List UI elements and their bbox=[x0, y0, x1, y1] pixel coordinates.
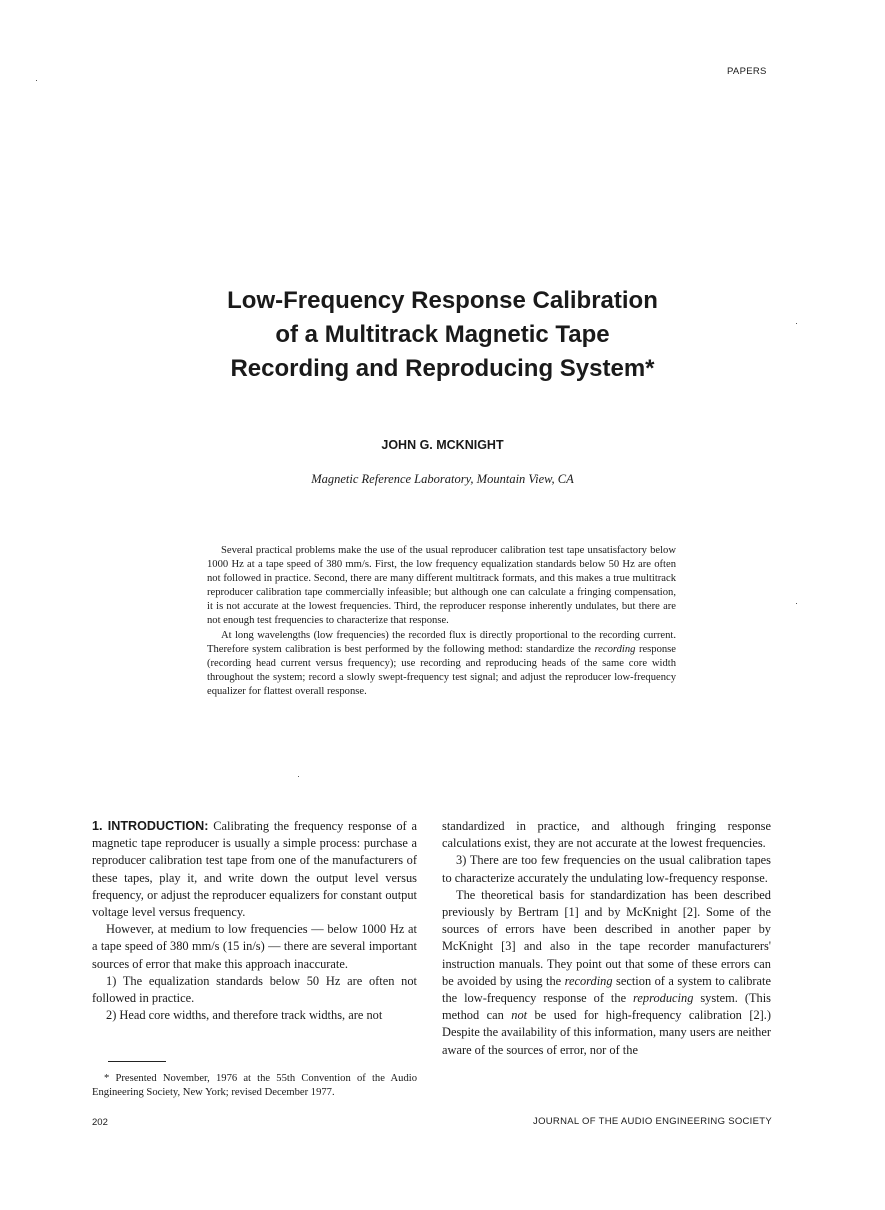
body-paragraph: 1. INTRODUCTION: Calibrating the frequency response of a magnetic tape reproducer is usually a simple process: purchase a reproducer calibration test tape from one of the manufacturers of these tapes, play it, and write down the output level versus frequency, or adjust the reproducer equalizers for constant output voltage level versus frequency. bbox=[92, 819, 417, 920]
abstract-paragraph: Several practical problems make the use of the usual reproducer calibration test tape unsatisfactory below 1000 Hz at a tape speed of 380 mm/s. First, the low frequency equalization standards below 50 Hz are often not followed in practice. Second, there are many different multitrack formats, and this makes a true multitrack reproducer calibration tape commercially infeasible; but although one can calculate a fringing compensation, it is not accurate at the lowest frequencies. Third, the reproducer response inherently undulates, but there are not enough test frequencies to characterize that response. bbox=[207, 545, 676, 627]
paper-title bbox=[100, 284, 785, 386]
scan-speck bbox=[298, 776, 299, 777]
section-heading: 1. INTRODUCTION: bbox=[92, 819, 209, 833]
left-column bbox=[92, 818, 417, 1024]
footnote-divider bbox=[108, 1061, 166, 1062]
journal-name: JOURNAL OF THE AUDIO ENGINEERING SOCIETY bbox=[533, 1116, 772, 1127]
footnote: * Presented November, 1976 at the 55th Convention of the Audio Engineering Society, New York; revised December 1977. bbox=[92, 1073, 417, 1098]
author-name: JOHN G. MCKNIGHT bbox=[381, 438, 504, 452]
page-number: 202 bbox=[92, 1117, 108, 1128]
body-paragraph: 3) There are too few frequencies on the usual calibration tapes to characterize accurately the undulating low-frequency response. bbox=[442, 853, 771, 885]
section-label: PAPERS bbox=[727, 66, 767, 77]
author-affiliation: Magnetic Reference Laboratory, Mountain View, CA bbox=[311, 472, 574, 486]
right-column bbox=[442, 818, 771, 1059]
scan-speck bbox=[796, 323, 797, 324]
body-paragraph: 2) Head core widths, and therefore track widths, are not bbox=[106, 1008, 383, 1023]
abstract bbox=[207, 544, 676, 699]
body-paragraph: The theoretical basis for standardization has been described previously by Bertram [1] and by McKnight [2]. Some of the sources of errors have been described in another paper by McKnight [3] and also in the tape recorder manufacturers' instruction manuals. They point out that some of these errors can be avoided by using the recording section of a system to calibrate the low-frequency response of the reproducing system. (This method can not be used for high-frequency calibration [2].) Despite the availability of this information, many users are neither aware of the sources of error, nor of the bbox=[442, 887, 771, 1057]
title-line: Recording and Reproducing System* bbox=[230, 355, 655, 382]
title-line: Low-Frequency Response Calibration bbox=[227, 287, 658, 314]
scan-speck bbox=[36, 80, 37, 81]
abstract-paragraph: At long wavelengths (low frequencies) the recorded flux is directly proportional to the recording current. Therefore system calibration is best performed by the following method: standardize the recording response (recording head current versus frequency); use recording and reproducing heads of the same core width throughout the system; record a slowly swept-frequency test signal; and adjust the reproducer low-frequency equalizer for flattest overall response. bbox=[207, 629, 677, 697]
title-line: of a Multitrack Magnetic Tape bbox=[275, 321, 610, 348]
body-paragraph: However, at medium to low frequencies — below 1000 Hz at a tape speed of 380 mm/s (15 in/s) — there are several important sources of error that make this approach inaccurate. bbox=[92, 922, 417, 971]
scan-speck bbox=[796, 603, 797, 604]
body-paragraph: 1) The equalization standards below 50 Hz are often not followed in practice. bbox=[92, 973, 417, 1006]
body-paragraph: standardized in practice, and although fringing response calculations exist, they are not accurate at the lowest frequencies. bbox=[442, 819, 771, 851]
